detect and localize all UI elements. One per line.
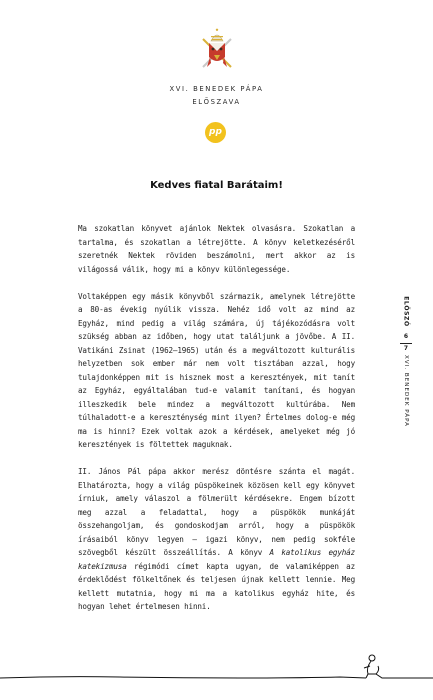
runner-author: XVI. BENEDEK PÁPA	[403, 355, 409, 427]
runner-divider	[400, 343, 412, 344]
author-heading: XVI. BENEDEK PÁPA	[169, 85, 264, 93]
paragraph-3-lead: II. János Pál pápa akkor merész döntésre szánta el magát. Elhatározta, hogy a világ püspökeinek közösen kell egy könyvet írniuk, amely válaszol a fölmerült kérdésekre. Engem bízott meg azzal a feladattal, hogy a püspökök munkáját összehangoljam, és gondoskodjam arról, hogy a püspökök írásaiból könyv legyen – igazi könyv, nem pedig sokféle szövegből készült összeállítás. A könyv	[78, 467, 355, 557]
page-number-right: 7	[403, 345, 409, 352]
kneeling-figure-line-drawing	[0, 638, 433, 688]
paragraph-3	[78, 465, 355, 614]
paragraph-1: Ma szokatlan könyvet ajánlok Nektek olvasásra. Szokatlan a tartalma, és szokatlan a létrejötte. A könyv keletkezéséről szeretnék Nektek röviden beszámolni, mert akkor az is világossá válik, hogy mi a könyv különlegessége.	[78, 224, 355, 274]
page-number-left: 6	[403, 333, 409, 340]
runner-title: ELŐSZÓ	[402, 296, 410, 327]
body-text	[78, 222, 355, 627]
catechism-title: A katolikus egyház katekizmusa	[78, 548, 356, 571]
greeting-title: Kedves fiatal Barátaim!	[150, 180, 283, 191]
paragraph-3-rest: régimódi címet kapta ugyan, de valamiképpen az érdeklődést fölkeltőnek és teljesen újnak kellett lennie. Meg kellett mutatnia, hogy mi ma a katolikus egyház hite, és hogyan lehet értelmesen hinni.	[78, 561, 356, 611]
page-running-header	[396, 296, 416, 427]
paragraph-2: Voltaképpen egy másik könyvből származik, amelynek létrejötte a 80-as évekig nyúlik vissza. Nehéz idő volt az mind az Egyház, mind pedig a világ számára, új tájékozódásra volt szükség abban az időben, hogy utat találjunk a jövőbe. A II. Vatikáni Zsinat (1962–1965) után és a megváltozott kulturális helyzetben sok ember már nem volt tisztában azzal, hogy tulajdonképpen mit is hisznek most a keresztények, mit tanít az Egyház, egyáltalában tud-e valamit tanítani, és hogyan illeszkedik bele mindez a megváltozott kultúrába. Nem túlhaladott-e a kereszténység mint ilyen? Értelmes dolog-e még ma is hinni? Ezek voltak azok a kérdések, amelyeket még jó keresztények is föltettek maguknak.	[78, 291, 355, 449]
papal-coat-of-arms-logo	[199, 27, 235, 71]
section-heading: ELŐSZAVA	[192, 98, 241, 106]
pp-badge-logo: pp	[205, 122, 226, 143]
